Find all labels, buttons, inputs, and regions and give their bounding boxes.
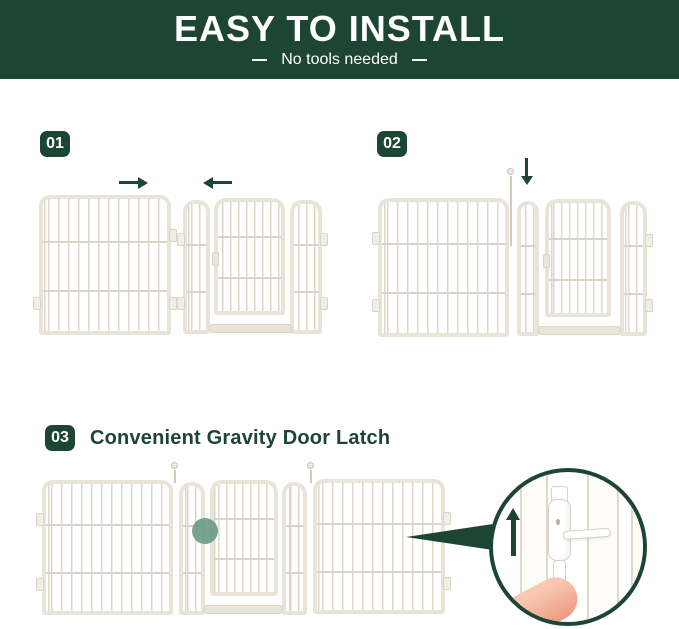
door-side-panel (517, 201, 539, 336)
latch-hole (556, 519, 560, 525)
connector-tab (36, 578, 44, 591)
connector-pin (310, 470, 312, 483)
door-sill (538, 326, 621, 335)
connector-tab (372, 232, 380, 245)
fence-panel (313, 479, 445, 614)
door-side-panel (183, 200, 210, 334)
dash-left (252, 59, 267, 61)
door-side-panel (179, 482, 205, 615)
connector-tab (33, 297, 41, 310)
step-2-badge: 02 (377, 131, 407, 157)
connector-tab (320, 297, 328, 310)
fence-door (545, 199, 611, 317)
connector-tab (177, 297, 185, 310)
door-side-panel (290, 200, 322, 334)
page-title: EASY TO INSTALL (173, 8, 506, 49)
arrow-down-icon (525, 158, 528, 176)
dash-right (412, 59, 427, 61)
door-sill (204, 605, 283, 614)
door-frame-tube (631, 468, 647, 626)
connector-tab (169, 229, 177, 242)
door-side-panel (620, 201, 647, 336)
fence-door (214, 198, 285, 315)
subtitle-text: No tools needed (281, 51, 398, 68)
door-section (183, 198, 322, 334)
arrow-right-icon (119, 181, 138, 184)
arrow-left-icon (213, 181, 232, 184)
connector-pin (510, 176, 512, 246)
connector-tab (177, 233, 185, 246)
fence-panel (39, 195, 171, 335)
connector-tab (372, 299, 380, 312)
connector-tab (443, 577, 451, 590)
door-sill (209, 324, 292, 333)
gravity-latch (545, 486, 575, 591)
fence-panel (378, 198, 509, 337)
connector-tab (645, 299, 653, 312)
step-3-badge: 03 (45, 425, 75, 451)
connector-tab (645, 234, 653, 247)
latch-zoom-circle (489, 468, 647, 626)
door-side-panel (282, 482, 307, 615)
door-section (179, 480, 307, 615)
connector-tab (169, 297, 177, 310)
connector-pin (174, 470, 176, 483)
header-subtitle (252, 51, 427, 69)
connector-tab (320, 233, 328, 246)
door-frame-tube (587, 468, 619, 626)
connector-tab (443, 512, 451, 525)
connector-tab (36, 513, 44, 526)
fence-panel (42, 480, 173, 615)
arrow-up-icon (506, 508, 521, 558)
step-1-badge: 01 (40, 131, 70, 157)
door-section (517, 199, 647, 336)
step-3-title: Convenient Gravity Door Latch (90, 427, 391, 449)
fence-door (210, 480, 278, 596)
latch-location-dot (192, 518, 218, 544)
door-latch-nub (212, 252, 219, 266)
header-banner (0, 0, 679, 79)
door-latch-nub (543, 254, 550, 268)
